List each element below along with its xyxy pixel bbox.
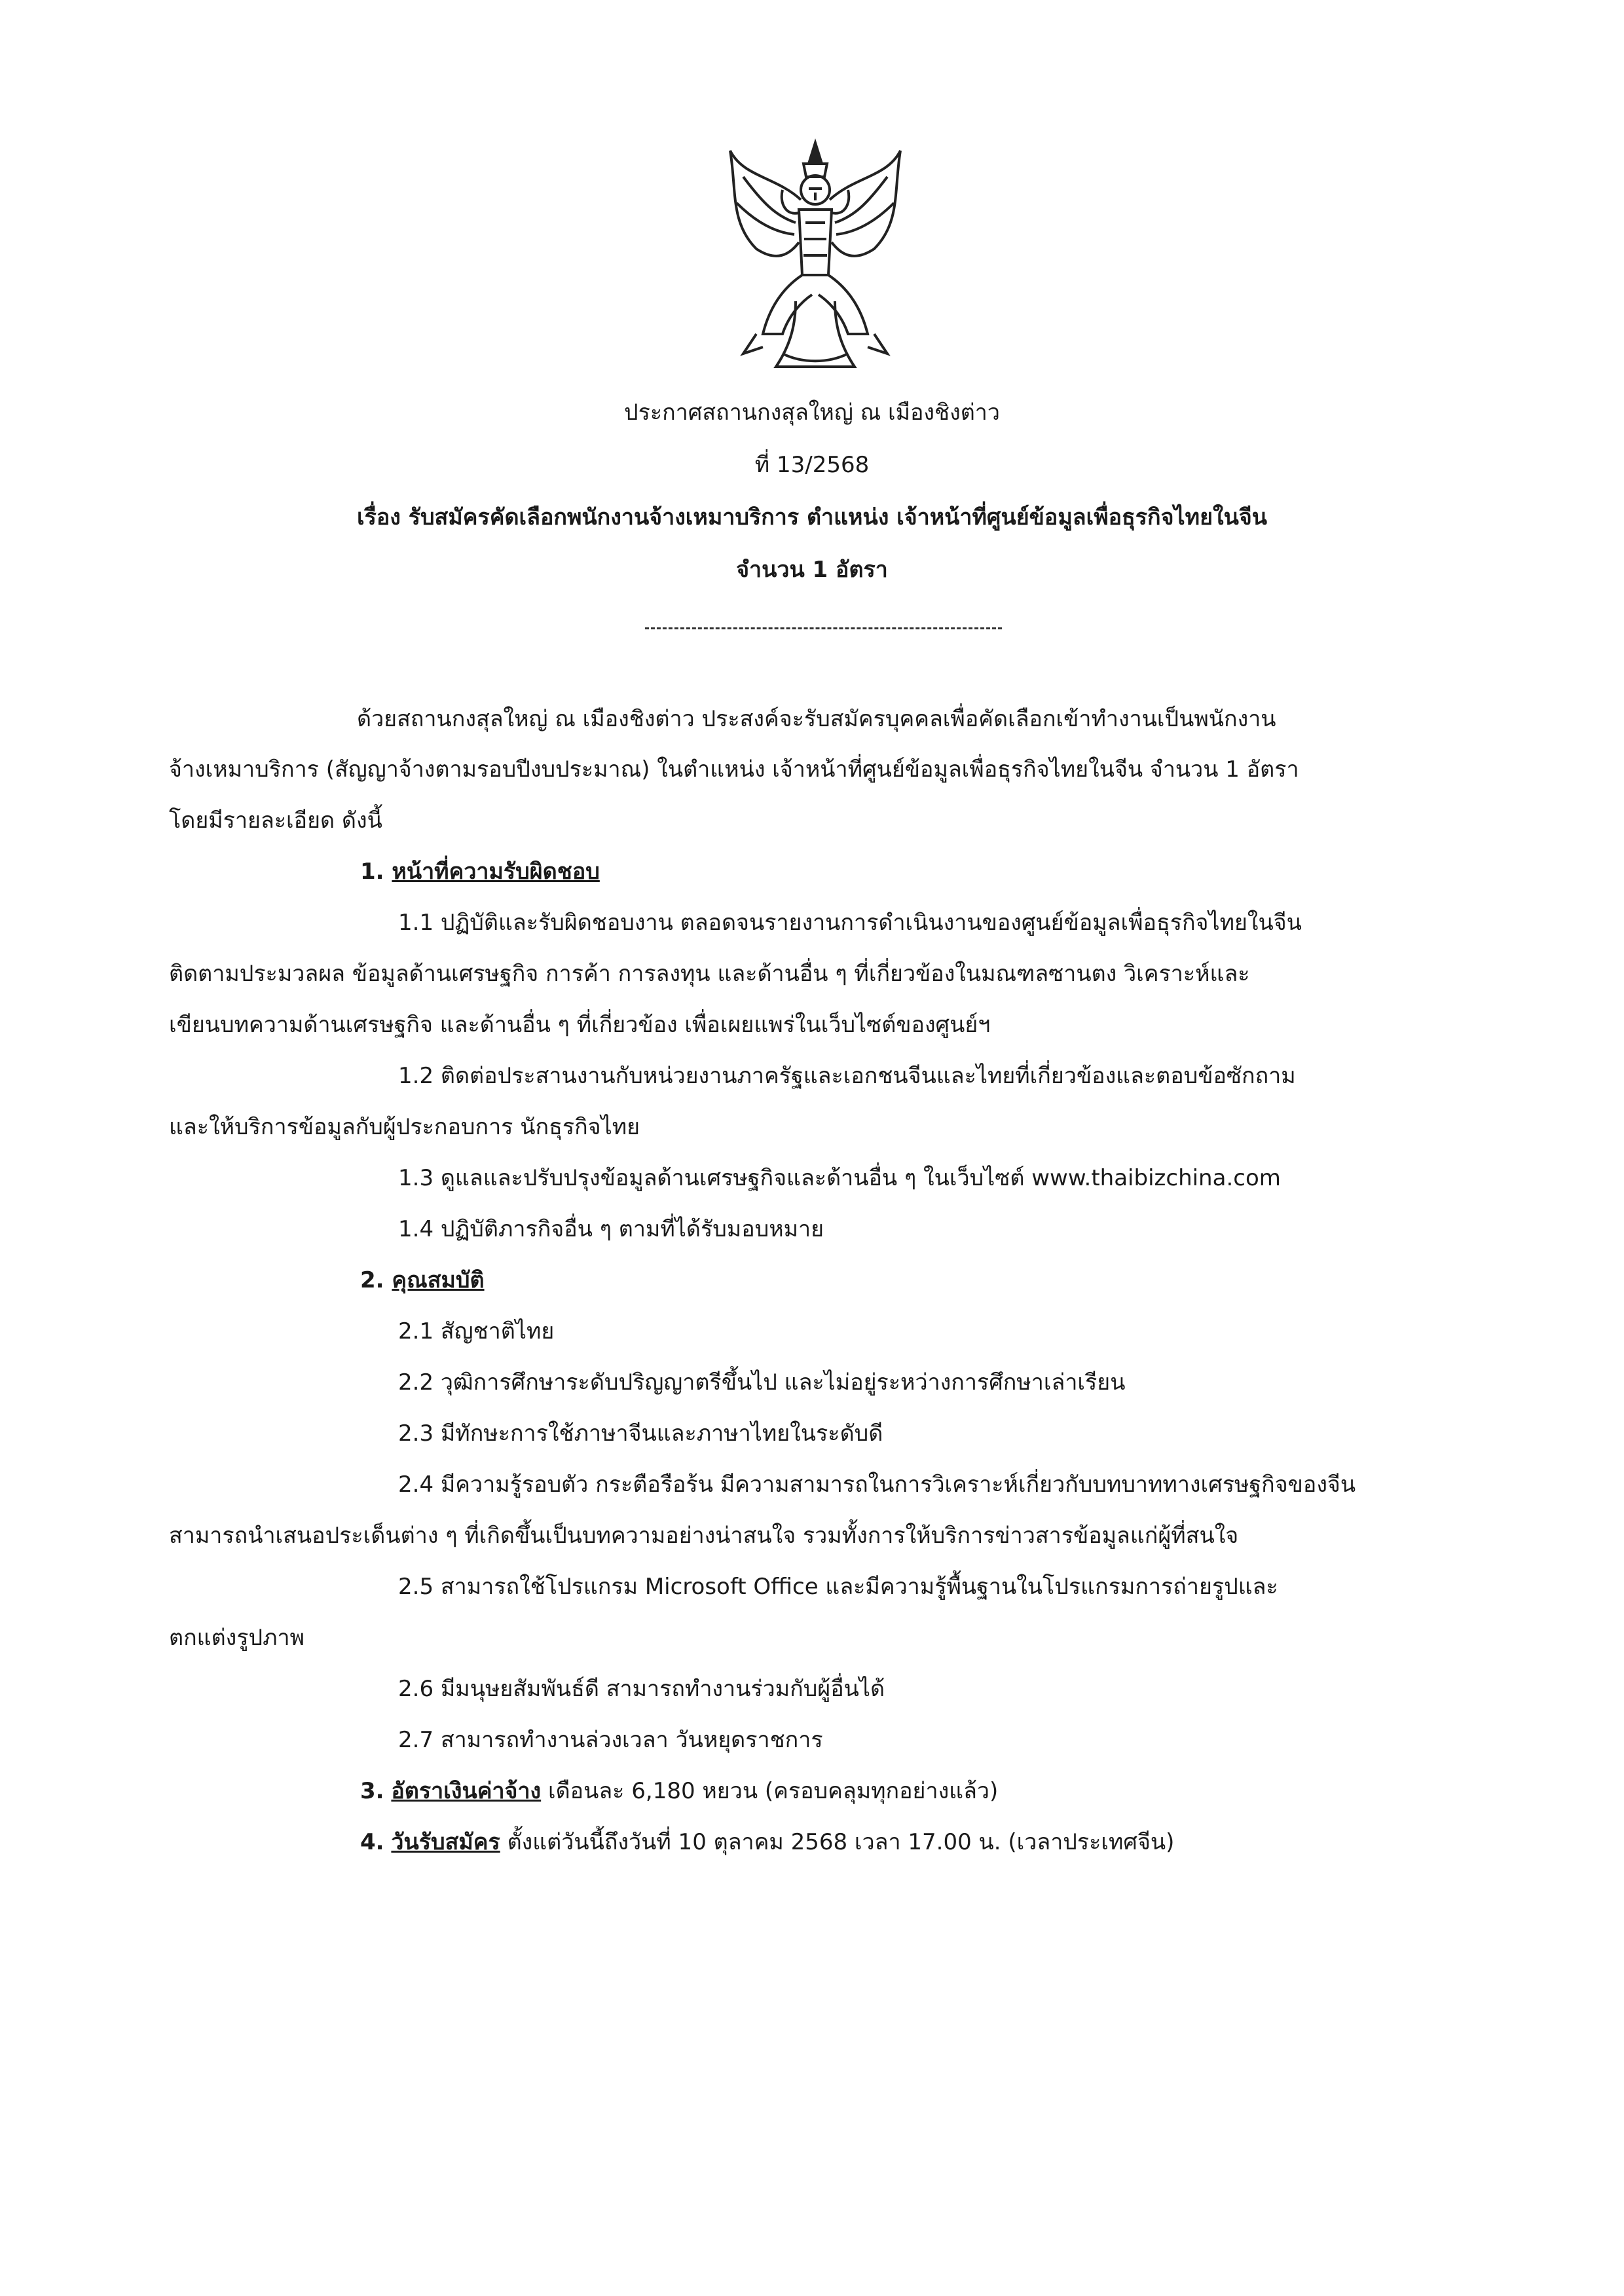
intro-line: จ้างเหมาบริการ (สัญญาจ้างตามรอบปีงบประมาณ) ในตำแหน่ง เจ้าหน้าที่ศูนย์ข้อมูลเพื่อธุรกิจไทยในจีน จำนวน 1 อัตรา [169, 756, 1299, 783]
section-3 [360, 1775, 998, 1807]
list-item: 2.1 สัญชาติไทย [398, 1318, 555, 1344]
list-item: 1.3 ดูแลและปรับปรุงข้อมูลด้านเศรษฐกิจและด้านอื่น ๆ ในเว็บไซต์ www.thaibizchina.com [398, 1165, 1281, 1191]
list-item: สามารถนำเสนอประเด็นต่าง ๆ ที่เกิดขึ้นเป็นบทความอย่างน่าสนใจ รวมทั้งการให้บริการข่าวสารข้อมูลแก่ผู้ที่สนใจ [169, 1523, 1239, 1549]
section-4 [360, 1826, 1174, 1859]
list-item: 2.2 วุฒิการศึกษาระดับปริญญาตรีขึ้นไป และไม่อยู่ระหว่างการศึกษาเล่าเรียน [398, 1369, 1126, 1396]
list-item: 2.3 มีทักษะการใช้ภาษาจีนและภาษาไทยในระดับดี [398, 1420, 883, 1447]
document-header [0, 386, 1624, 596]
list-item: 2.6 มีมนุษยสัมพันธ์ดี สามารถทำงานร่วมกับผู้อื่นได้ [398, 1676, 885, 1702]
section-number: 1. [360, 859, 384, 885]
section-number: 3. [360, 1778, 384, 1804]
announcement-subject: เรื่อง รับสมัครคัดเลือกพนักงานจ้างเหมาบริการ ตำแหน่ง เจ้าหน้าที่ศูนย์ข้อมูลเพื่อธุรกิจไทยในจีน [356, 504, 1268, 530]
section-number: 2. [360, 1267, 384, 1293]
list-item: 2.7 สามารถทำงานล่วงเวลา วันหยุดราชการ [398, 1727, 823, 1753]
list-item: และให้บริการข้อมูลกับผู้ประกอบการ นักธุรกิจไทย [169, 1114, 640, 1140]
intro-line: ด้วยสถานกงสุลใหญ่ ณ เมืองชิงต่าว ประสงค์จะรับสมัครบุคคลเพื่อคัดเลือกเข้าทำงานเป็นพนักงาน [357, 706, 1276, 732]
position-count: จำนวน 1 อัตรา [736, 557, 888, 583]
list-item: 1.2 ติดต่อประสานงานกับหน่วยงานภาครัฐและเอกชนจีนและไทยที่เกี่ยวข้องและตอบข้อซักถาม [398, 1063, 1296, 1089]
list-item: ติดตามประมวลผล ข้อมูลด้านเศรษฐกิจ การค้า การลงทุน และด้านอื่น ๆ ที่เกี่ยวข้องในมณฑลซานตง วิเคราะห์และ [169, 961, 1250, 987]
divider [645, 627, 1002, 629]
list-item: เขียนบทความด้านเศรษฐกิจ และด้านอื่น ๆ ที่เกี่ยวข้อง เพื่อเผยแพร่ในเว็บไซต์ของศูนย์ฯ [169, 1012, 991, 1038]
list-item: 2.5 สามารถใช้โปรแกรม Microsoft Office และมีความรู้พื้นฐานในโปรแกรมการถ่ายรูปและ [398, 1574, 1278, 1600]
section-title: คุณสมบัติ [392, 1267, 485, 1293]
announcement-number: ที่ 13/2568 [754, 452, 870, 478]
list-item: 1.4 ปฏิบัติภารกิจอื่น ๆ ตามที่ได้รับมอบหมาย [398, 1216, 824, 1242]
section-title: วันรับสมัคร [391, 1829, 500, 1855]
section-number: 4. [360, 1829, 384, 1855]
announcement-title: ประกาศสถานกงสุลใหญ่ ณ เมืองชิงต่าว [624, 399, 1000, 426]
section-title: อัตราเงินค่าจ้าง [391, 1778, 542, 1804]
application-period-text: ตั้งแต่วันนี้ถึงวันที่ 10 ตุลาคม 2568 เวลา 17.00 น. (เวลาประเทศจีน) [507, 1829, 1175, 1855]
list-item: ตกแต่งรูปภาพ [169, 1625, 305, 1651]
salary-text: เดือนละ 6,180 หยวน (ครอบคลุมทุกอย่างแล้ว) [547, 1778, 999, 1804]
intro-line: โดยมีรายละเอียด ดังนี้ [169, 807, 382, 834]
section-1-heading [360, 855, 600, 888]
section-title: หน้าที่ความรับผิดชอบ [392, 859, 600, 885]
list-item: 2.4 มีความรู้รอบตัว กระตือรือร้น มีความสามารถในการวิเคราะห์เกี่ยวกับบทบาททางเศรษฐกิจของจีน [398, 1472, 1356, 1498]
list-item: 1.1 ปฏิบัติและรับผิดชอบงาน ตลอดจนรายงานการดำเนินงานของศูนย์ข้อมูลเพื่อธุรกิจไทยในจีน [398, 910, 1302, 936]
garuda-emblem-icon [717, 138, 913, 386]
section-2-heading [360, 1264, 485, 1297]
